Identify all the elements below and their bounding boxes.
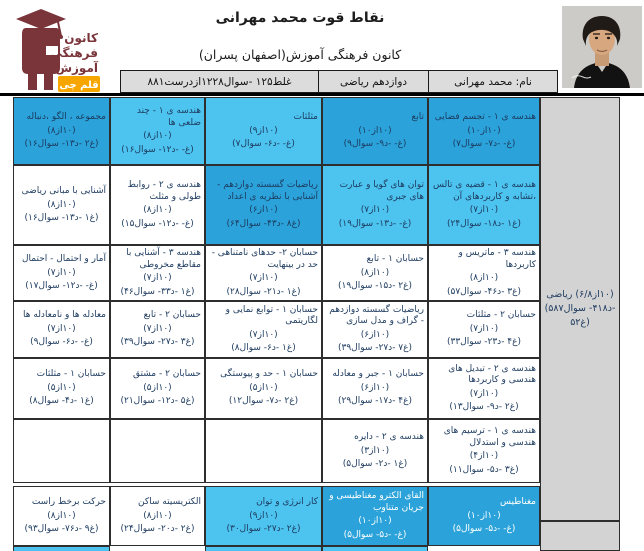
topic-stats: (۵سوال -۵د- -غ) bbox=[452, 523, 516, 534]
topic-title: حسابان ۱ - جبر و معادله bbox=[332, 369, 424, 380]
topic-cell bbox=[322, 97, 428, 165]
page-title: نقاط قوت محمد مهرانی bbox=[215, 10, 385, 26]
topic-title: ریاضیات گسسته دوازدهم - آشنایی با نظریه ی اعداد bbox=[217, 180, 318, 202]
topic-stats: (۷سوال -۶د- -غ) bbox=[232, 138, 295, 149]
logo-text-farhangi: فرهنگی bbox=[50, 46, 98, 60]
topic-cell bbox=[110, 486, 205, 546]
topic-cell bbox=[13, 486, 110, 546]
topic-score: (۷از۱۰) bbox=[360, 205, 390, 216]
topic-title: حسابان ۱ - حد و پیوستگی bbox=[220, 369, 318, 380]
topic-stats: (۳۹سوال -۲۷د- ۳غ) bbox=[120, 337, 195, 348]
topic-score: (۶از۱۰) bbox=[249, 205, 278, 216]
topic-cell bbox=[110, 245, 205, 301]
topic-score: (۸از۱۰) bbox=[47, 199, 76, 210]
topic-stats: (۱۵سوال -۱۲د- -غ) bbox=[121, 218, 194, 229]
topic-cell bbox=[13, 165, 110, 245]
topic-score: (۳از۱۰) bbox=[360, 445, 390, 456]
topic-score: (۷از۱۰) bbox=[469, 205, 499, 216]
topic-cell bbox=[205, 301, 322, 358]
physics-section-label bbox=[540, 521, 620, 551]
topic-cell bbox=[110, 301, 205, 358]
topic-stats: (۱۲سوال -۷د- ۲غ) bbox=[228, 396, 299, 407]
topic-score: (۱۰از۱۰) bbox=[358, 516, 392, 527]
header-bar bbox=[120, 70, 558, 93]
grade-major: دوازدهم ریاضی bbox=[318, 70, 428, 93]
topic-title: مغناطیس bbox=[500, 496, 536, 507]
topic-score: (۹از۱۰) bbox=[249, 125, 278, 136]
topic-cell bbox=[205, 97, 322, 165]
topic-cell bbox=[205, 486, 322, 546]
next-row-strip bbox=[322, 546, 428, 551]
topic-stats: (۱۱سوال -۵د- ۳غ) bbox=[449, 464, 519, 475]
topic-stats: (۲۸سوال -۲۱د- ۱غ) bbox=[226, 286, 301, 297]
topic-cell bbox=[428, 301, 540, 358]
topic-cell bbox=[322, 301, 428, 358]
topic-score: (۸از۱۰) bbox=[143, 510, 172, 521]
topic-score: (۷از۱۰) bbox=[249, 273, 278, 284]
topic-stats: (۹۳سوال -۷۶د- ۹غ) bbox=[24, 523, 99, 534]
empty-cell bbox=[205, 419, 322, 483]
logo-badge-text: قلم چی bbox=[59, 80, 99, 91]
topic-cell bbox=[110, 97, 205, 165]
topic-score: (۷از۱۰) bbox=[469, 388, 499, 399]
topic-cell bbox=[322, 165, 428, 245]
empty-cell bbox=[13, 419, 110, 483]
topic-cell bbox=[13, 245, 110, 301]
topic-title: ریاضیات گسسته دوازدهم - گراف و مدل سازی bbox=[329, 304, 424, 327]
topic-score: (۸از۱۰) bbox=[47, 125, 76, 136]
page-subtitle: کانون فرهنگی آموزش(اصفهان پسران) bbox=[198, 47, 402, 62]
topic-stats: (۹سوال -۹د- -غ) bbox=[343, 138, 407, 149]
topic-stats: (۲۹سوال -۱۷د- ۴غ) bbox=[337, 396, 413, 407]
topic-cell bbox=[428, 358, 540, 419]
topic-score: (۷از۱۰) bbox=[47, 324, 76, 335]
topic-title: توان های گویا و عبارت های جبری bbox=[339, 180, 424, 202]
topic-stats: (۵۷سوال -۴۶د- ۳غ) bbox=[446, 286, 522, 297]
topic-stats: (۹سوال -۶د- -غ) bbox=[30, 337, 93, 348]
topic-cell bbox=[428, 245, 540, 301]
topic-stats: (۲۴سوال -۱۸د- ۱غ) bbox=[446, 218, 522, 229]
topic-cell bbox=[322, 419, 428, 483]
empty-cell bbox=[110, 419, 205, 483]
topic-title: کار انرژی و توان bbox=[256, 496, 318, 507]
topic-score: (۷از۱۰) bbox=[249, 329, 278, 340]
topic-title: القای الکترو مغناطیسی و جریان متناوب bbox=[329, 491, 424, 513]
topic-title: هندسه ی ۱ - تجسم فضایی bbox=[434, 111, 536, 122]
topic-score: (۴از۱۰) bbox=[469, 451, 499, 462]
topic-title: آشنایی با مبانی ریاضی bbox=[21, 185, 106, 196]
topic-score: (۷از۱۰) bbox=[47, 267, 76, 278]
topic-title: حسابان ۱ - مثلثات bbox=[36, 369, 106, 380]
topic-title: هندسه ی ۲ - تبدیل های هندسی و کاربردها bbox=[448, 363, 536, 386]
topic-title: مجموعه ، الگو ،دنباله bbox=[26, 111, 106, 122]
topic-score: (۶از۱۰) bbox=[360, 329, 390, 340]
section-label-line: ریاضی (۶/۸از۱۰) bbox=[546, 289, 614, 301]
topic-stats: (۱۶سوال -۱۲د- -غ) bbox=[121, 144, 194, 155]
topic-stats: (۵سوال -۲د- ۱غ) bbox=[342, 458, 408, 469]
topic-score: (۷از۱۰) bbox=[143, 324, 172, 335]
topic-stats: (۸سوال -۴د- ۱غ) bbox=[29, 396, 94, 407]
next-row-strip bbox=[205, 546, 322, 551]
topic-score: (۹از۱۰) bbox=[249, 510, 278, 521]
topic-score: (۸از۱۰) bbox=[469, 273, 499, 284]
topic-score: (۸از۱۰) bbox=[143, 131, 172, 142]
topic-cell bbox=[428, 486, 540, 546]
topic-stats: (۱۶سوال -۱۳د- ۲غ) bbox=[24, 138, 99, 149]
topic-stats: (۱۳سوال -۹د- ۲غ) bbox=[449, 402, 519, 413]
topic-cell bbox=[205, 358, 322, 419]
topic-cell bbox=[110, 165, 205, 245]
topic-stats: (۱۷سوال -۱۲د- -غ) bbox=[25, 280, 98, 291]
topic-title: تابع bbox=[411, 111, 424, 122]
topic-stats: (۷سوال -۷د- -غ) bbox=[452, 138, 516, 149]
topic-cell bbox=[110, 358, 205, 419]
topic-cell bbox=[13, 358, 110, 419]
student-name: نام: محمد مهرانی bbox=[428, 70, 558, 93]
student-photo bbox=[562, 6, 642, 88]
topic-title: حسابان ۲ - مشتق bbox=[133, 369, 201, 380]
topic-stats: (۶۴سوال -۴۳د- ۸غ) bbox=[226, 218, 301, 229]
topic-title: حسابان ۲- حدهای نامتناهی - حد در بینهایت bbox=[211, 248, 318, 270]
topic-score: (۵از۱۰) bbox=[143, 383, 172, 394]
topic-title: حسابان ۱ - تابع bbox=[366, 253, 424, 264]
topic-cell bbox=[322, 245, 428, 301]
header-divider bbox=[0, 93, 644, 96]
topic-stats: (۱۶سوال -۱۳د- ۱غ) bbox=[24, 212, 99, 223]
section-label-line: (۵۸۷سوال -۴۱۸د- bbox=[544, 303, 616, 315]
topic-stats: (۴۶سوال -۳۳د- ۱غ) bbox=[120, 286, 195, 297]
topic-title: هندسه ی ۲ - دایره bbox=[354, 431, 424, 442]
topic-stats: (۱۹سوال -۱۵د- ۲غ) bbox=[337, 280, 413, 291]
topic-cell bbox=[428, 165, 540, 245]
topic-stats: (۳۹سوال -۲۷د- ۷غ) bbox=[337, 343, 413, 354]
logo-text-kanoon: کانون bbox=[64, 31, 98, 45]
topic-cell bbox=[428, 97, 540, 165]
topic-title: معادله ها و نامعادله ها bbox=[23, 310, 106, 321]
result-summary: ۸۸۱ درست از ۱۲۲۸ سوال - ۱۲۵ غلط bbox=[120, 70, 318, 93]
topic-score: (۷از۱۰) bbox=[143, 273, 172, 284]
topic-cell bbox=[205, 245, 322, 301]
topic-title: هندسه ۳ - ماتریس و کاربردها bbox=[458, 248, 536, 270]
next-row-strip bbox=[13, 546, 110, 551]
logo-text-amoozesh: آموزش bbox=[55, 61, 98, 75]
topic-stats: (۸سوال -۶د- ۱غ) bbox=[231, 343, 296, 354]
topic-title: هندسه ی ۱ - قضیه ی تالس ،تشابه و کاربردهای آن bbox=[432, 180, 536, 202]
topic-title: هندسه ی ۲ - روابط طولی و مثلث bbox=[127, 180, 201, 202]
topic-cell bbox=[322, 486, 428, 546]
topic-stats: (۲۴سوال -۲۰د- ۲غ) bbox=[120, 523, 195, 534]
topic-score: (۵از۱۰) bbox=[47, 383, 76, 394]
topic-title: حسابان ۲ - مثلثات bbox=[466, 310, 536, 321]
kanoon-logo bbox=[8, 4, 100, 92]
topic-score: (۸از۱۰) bbox=[143, 205, 172, 216]
topic-title: حرکت برخط راست bbox=[31, 496, 106, 507]
topic-score: (۶از۱۰) bbox=[360, 383, 390, 394]
topic-title: هندسه ی ۱ - ترسیم های هندسی و استدلال bbox=[443, 426, 536, 448]
section-label-line: ۵۲غ) bbox=[570, 316, 590, 328]
topic-title: مثلثات bbox=[293, 111, 318, 122]
math-section-label bbox=[540, 97, 620, 521]
topic-stats: (۳۰سوال -۲۷د- ۲غ) bbox=[226, 523, 301, 534]
topic-title: هندسه ی ۱ - چند ضلعی ها bbox=[136, 106, 201, 128]
topic-cell bbox=[13, 301, 110, 358]
topic-title: آمار و احتمال - احتمال bbox=[22, 253, 106, 264]
topic-score: (۷از۱۰) bbox=[469, 324, 499, 335]
topic-stats: (۲۱سوال -۱۲د- ۵غ) bbox=[120, 396, 195, 407]
topic-cell bbox=[205, 165, 322, 245]
topic-score: (۱۰از۱۰) bbox=[358, 125, 392, 136]
topic-score: (۸از۱۰) bbox=[360, 267, 390, 278]
topic-title: حسابان ۱ - توابع نمایی و لگاریتمی bbox=[225, 304, 318, 327]
topic-cell bbox=[428, 419, 540, 483]
topic-stats: (۳۳سوال -۲۳د- ۴غ) bbox=[446, 337, 522, 348]
topic-cell bbox=[322, 358, 428, 419]
topic-score: (۱۰از۱۰) bbox=[467, 125, 501, 136]
topic-title: حسابان ۲ - تابع bbox=[143, 310, 201, 321]
topic-score: (۸از۱۰) bbox=[47, 510, 76, 521]
topic-stats: (۱۹سوال -۱۳د- -غ) bbox=[338, 218, 412, 229]
topic-score: (۱۰از۱۰) bbox=[467, 510, 501, 521]
topic-score: (۵از۱۰) bbox=[249, 383, 278, 394]
topic-stats: (۵سوال -۵د- -غ) bbox=[343, 529, 407, 540]
topic-title: هندسه ۳ - آشنایی با مقاطع مخروطی bbox=[126, 248, 201, 270]
topic-cell bbox=[13, 97, 110, 165]
topic-title: الکتریسیته ساکن bbox=[138, 496, 201, 507]
